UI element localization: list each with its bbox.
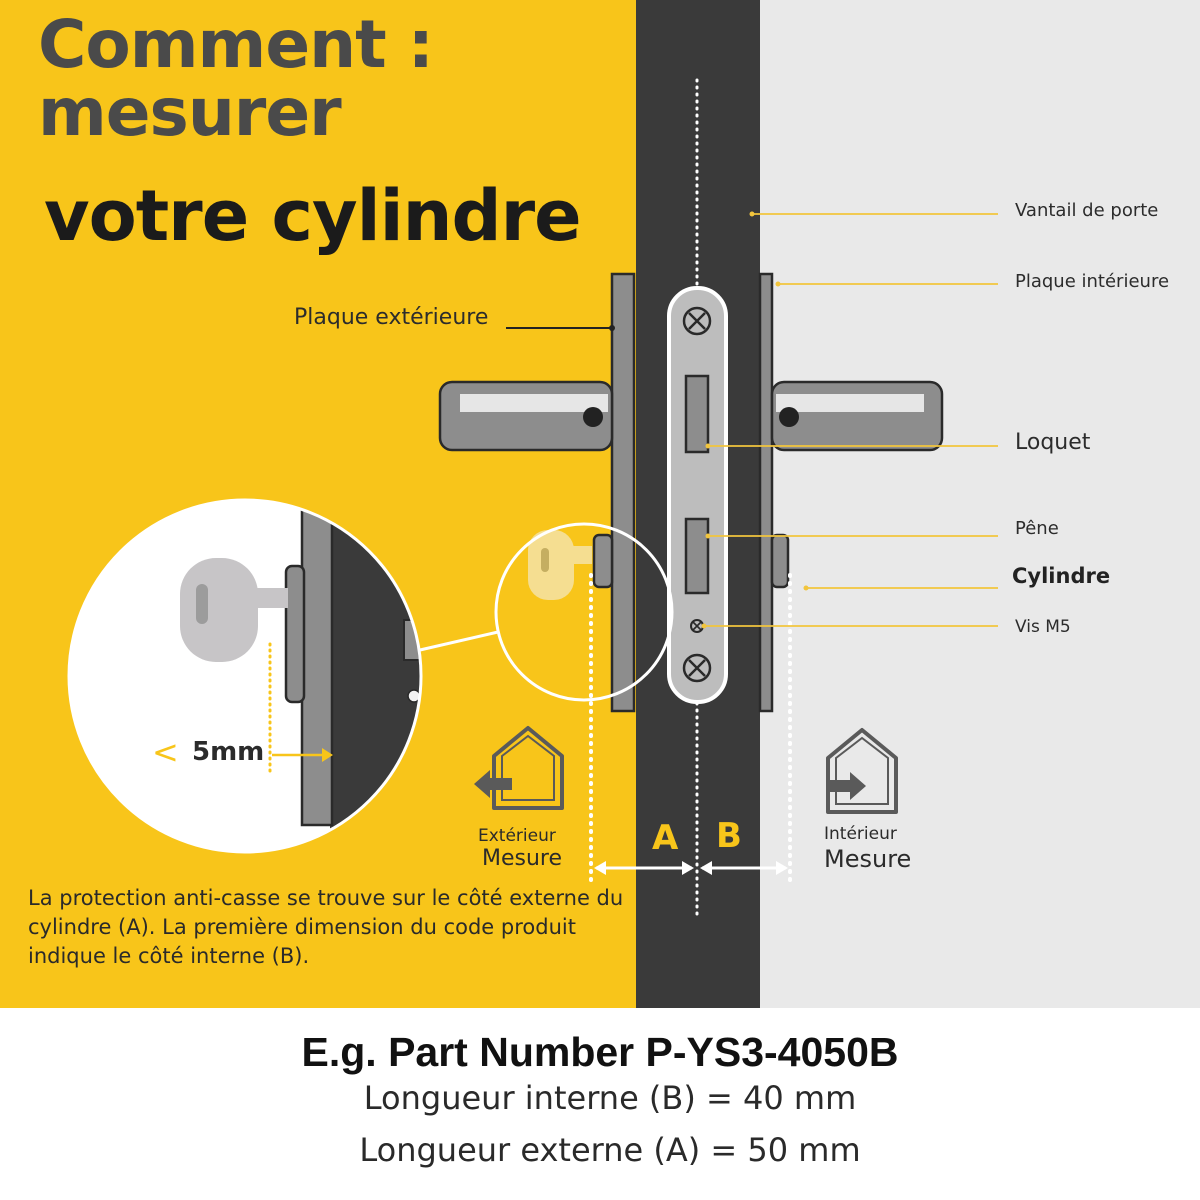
label-latch: Loquet bbox=[1015, 430, 1091, 455]
lock-faceplate bbox=[669, 288, 726, 702]
label-door-leaf: Vantail de porte bbox=[1015, 200, 1159, 221]
interior-caption: Intérieur bbox=[824, 824, 897, 844]
internal-length-line: Longueur interne (B) = 40 mm bbox=[363, 1079, 857, 1117]
zoom-detail bbox=[69, 490, 421, 870]
label-bolt: Pêne bbox=[1015, 518, 1059, 539]
part-number-example: E.g. Part Number P-YS3-4050B bbox=[301, 1029, 899, 1075]
label-cylinder: Cylindre bbox=[1012, 564, 1111, 588]
dimension-b-label: B bbox=[716, 816, 742, 856]
cylinder-inner-end bbox=[772, 535, 788, 587]
zoom-connector bbox=[420, 632, 498, 650]
outer-plate-leader bbox=[506, 325, 615, 331]
label-inner-plate: Plaque intérieure bbox=[1015, 271, 1170, 292]
dimension-b-arrow bbox=[700, 861, 788, 875]
anti-break-note: La protection anti-casse se trouve sur le côté externe du cylindre (A). La première dimension du code produit indique le côté interne (B). bbox=[28, 886, 624, 968]
outer-plate bbox=[612, 274, 634, 711]
title-line-3: votre cylindre bbox=[44, 175, 581, 257]
label-outer-plate: Plaque extérieure bbox=[294, 305, 489, 330]
outer-handle bbox=[440, 382, 612, 450]
dimension-a-arrow bbox=[594, 861, 694, 875]
inner-handle bbox=[772, 382, 942, 450]
zoom-measurement-value: 5mm bbox=[192, 737, 265, 767]
external-length-line: Longueur externe (A) = 50 mm bbox=[359, 1131, 861, 1169]
house-arrow-in-icon bbox=[826, 730, 896, 812]
dimension-a-label: A bbox=[652, 818, 679, 858]
interior-measure-caption: Mesure bbox=[824, 845, 912, 873]
zoom-lt-symbol: < bbox=[152, 733, 179, 771]
house-arrow-out-icon bbox=[474, 728, 562, 808]
exterior-caption: Extérieur bbox=[478, 826, 556, 846]
label-screw: Vis M5 bbox=[1015, 617, 1071, 637]
cylinder-outer-end bbox=[594, 535, 612, 587]
inner-plate bbox=[760, 274, 772, 711]
title-line-1: Comment : bbox=[38, 6, 433, 83]
exterior-measure-caption: Mesure bbox=[482, 846, 563, 871]
title-line-2: mesurer bbox=[38, 74, 341, 151]
key-small bbox=[528, 530, 592, 600]
